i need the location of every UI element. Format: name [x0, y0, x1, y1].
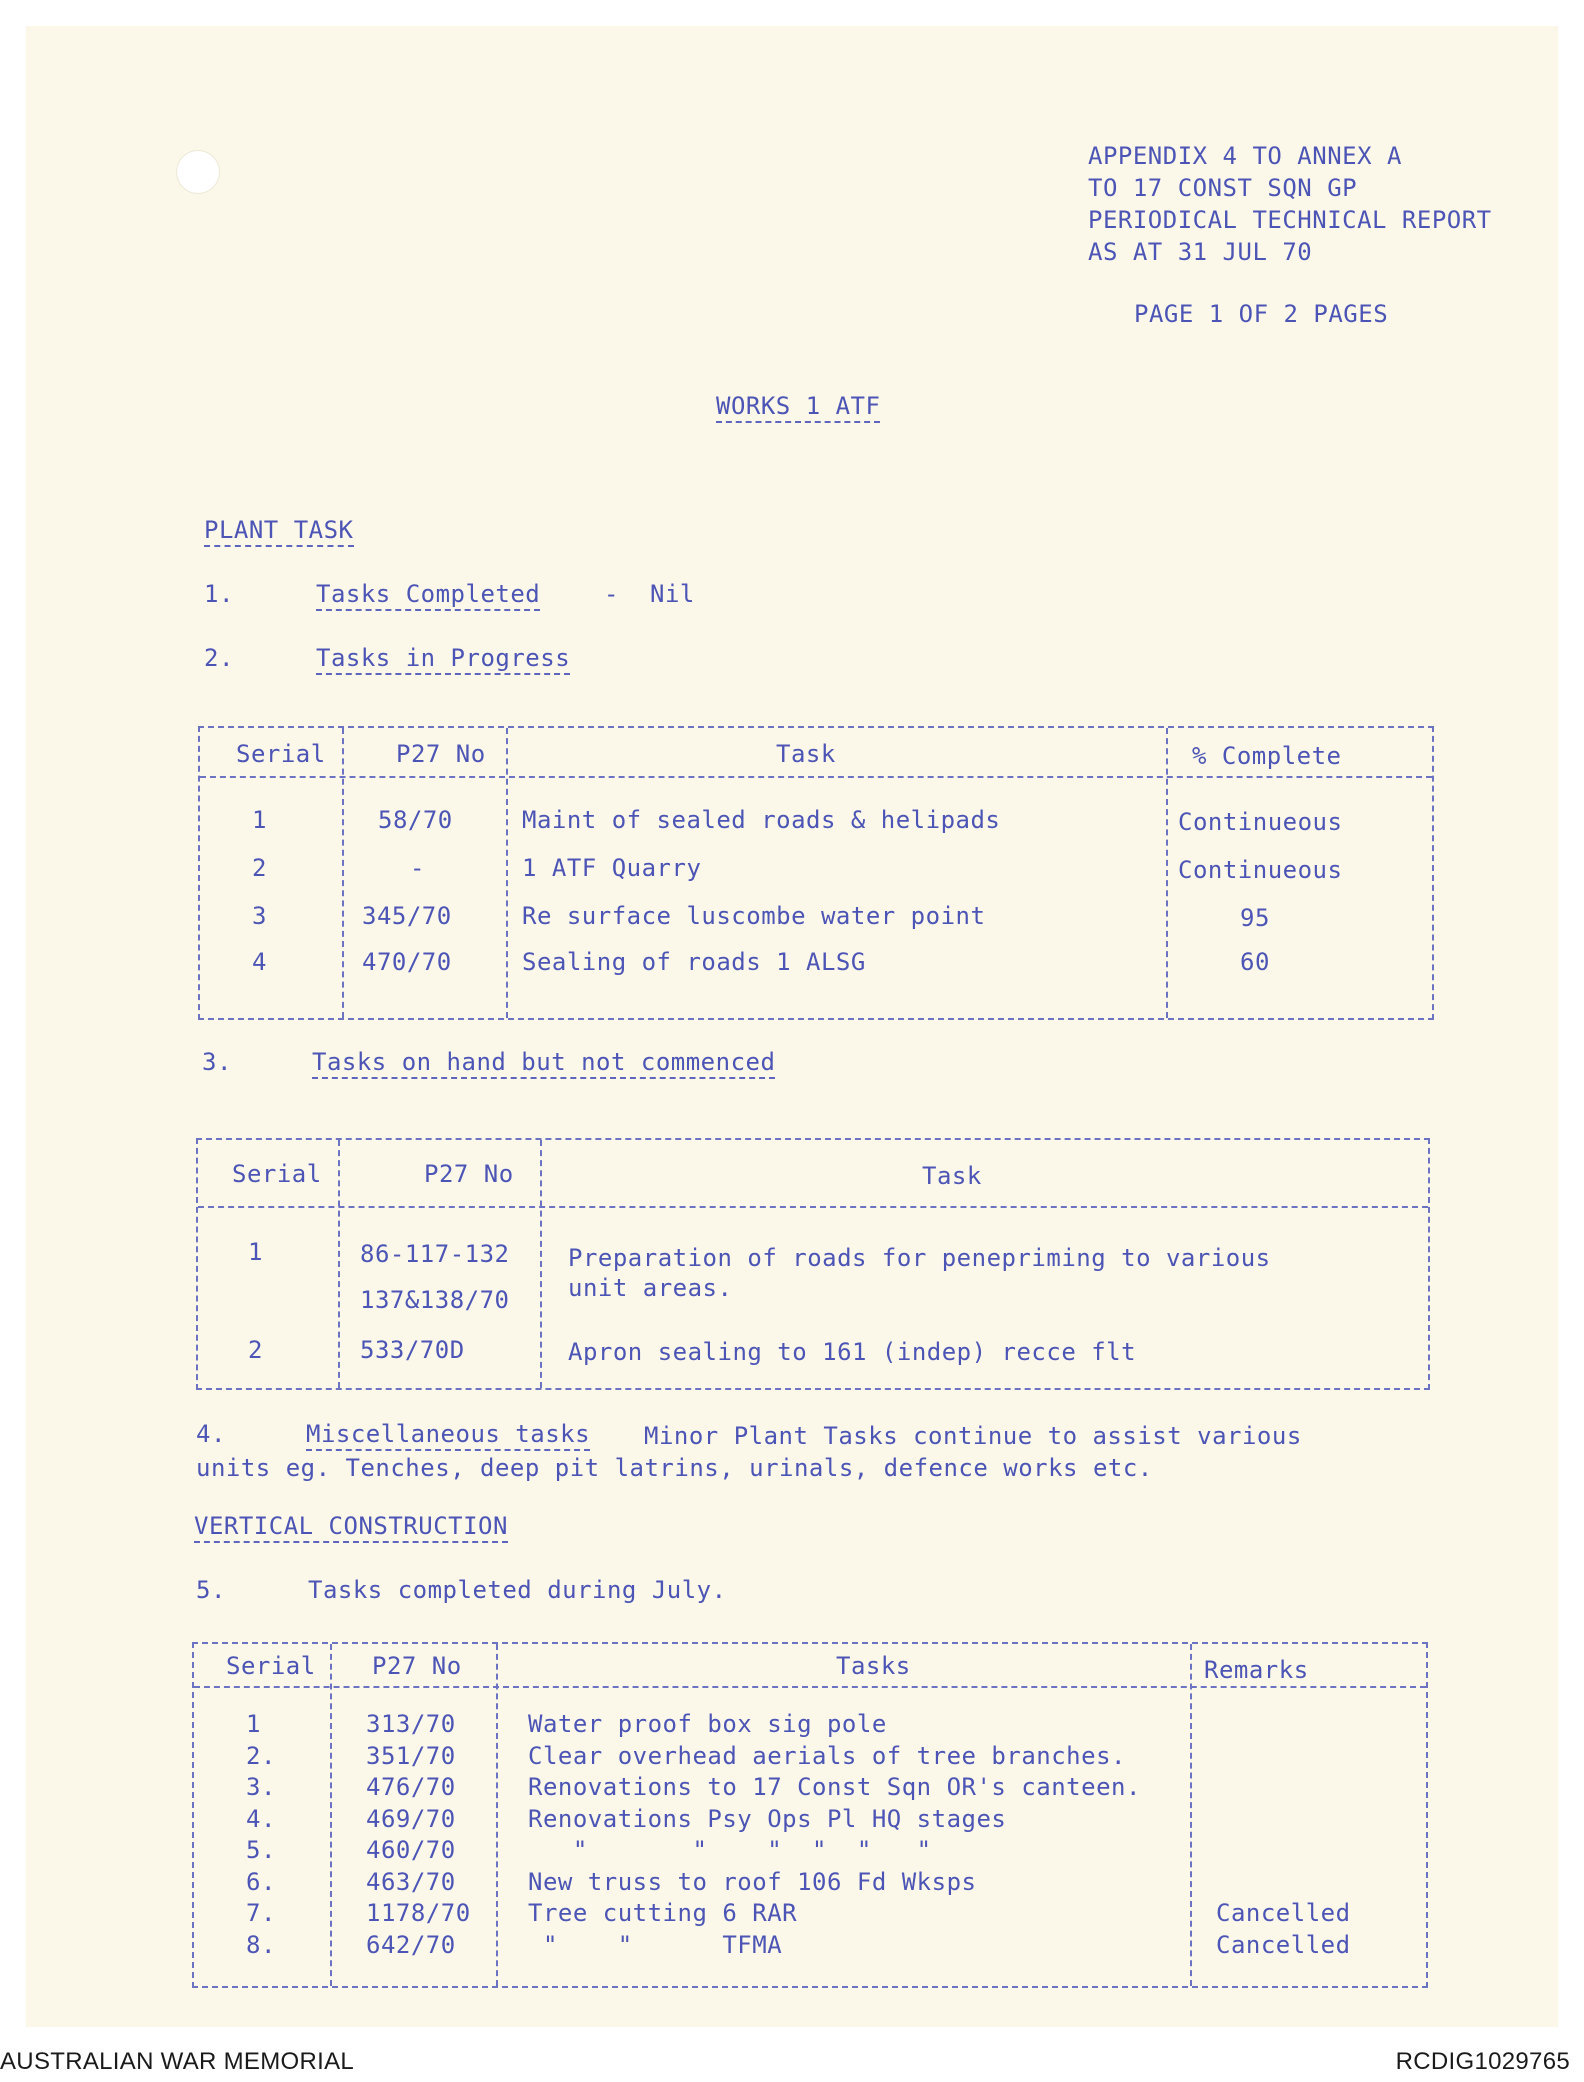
- table-cell: 137&138/70: [360, 1286, 510, 1314]
- table-divider: [506, 728, 508, 1018]
- section-heading-plant-task: PLANT TASK: [204, 516, 354, 547]
- table-cell: Clear overhead aerials of tree branches.: [528, 1741, 1126, 1770]
- column-header: Remarks: [1204, 1656, 1309, 1684]
- item-label: Tasks Completed: [316, 580, 540, 611]
- table-cell: 3.: [246, 1773, 276, 1801]
- table-cell: " " " " " ": [528, 1836, 932, 1864]
- item-number: 5.: [196, 1576, 226, 1604]
- table-cell: 6.: [246, 1867, 276, 1896]
- table-cell: 3: [252, 902, 267, 930]
- table-cell: Cancelled: [1216, 1899, 1351, 1927]
- table-cell: Maint of sealed roads & helipads: [522, 806, 1001, 834]
- table-divider: [1190, 1644, 1192, 1986]
- table-cell: 533/70D: [360, 1336, 465, 1364]
- table-cell: 642/70: [366, 1930, 456, 1959]
- item-number: 3.: [202, 1048, 232, 1076]
- table-cell: Continueous: [1178, 856, 1343, 884]
- table-cell: 4.: [246, 1804, 276, 1833]
- punch-hole: [176, 150, 220, 194]
- column-header: % Complete: [1192, 742, 1342, 770]
- table-cell: 313/70: [366, 1710, 456, 1738]
- table-cell: 463/70: [366, 1867, 456, 1896]
- table-cell: 2: [248, 1336, 263, 1364]
- table-cell: Cancelled: [1216, 1930, 1351, 1959]
- table-cell: 5.: [246, 1836, 276, 1864]
- header-line: AS AT 31 JUL 70: [1088, 238, 1313, 266]
- item-label: Tasks on hand but not commenced: [312, 1048, 775, 1079]
- column-header: Serial: [226, 1652, 316, 1680]
- table-cell: 351/70: [366, 1741, 456, 1770]
- table-cell: " " TFMA: [528, 1930, 783, 1959]
- table-cell: Continueous: [1178, 808, 1343, 836]
- item-label: Tasks completed during July.: [308, 1576, 727, 1604]
- table-divider: [330, 1644, 332, 1986]
- column-header: Serial: [232, 1160, 322, 1188]
- table-divider: [540, 1140, 542, 1388]
- table-cell: 60: [1240, 948, 1270, 976]
- item-label: Miscellaneous tasks: [306, 1420, 590, 1451]
- table-cell: 470/70: [362, 948, 452, 976]
- table-cell: 469/70: [366, 1804, 456, 1833]
- header-line: APPENDIX 4 TO ANNEX A: [1088, 142, 1402, 170]
- table-cell: Tree cutting 6 RAR: [528, 1899, 798, 1927]
- table-divider: [194, 1686, 1426, 1688]
- page-number: PAGE 1 OF 2 PAGES: [1134, 300, 1389, 328]
- table-cell: 2.: [246, 1741, 276, 1770]
- paragraph-text: Minor Plant Tasks continue to assist various: [644, 1422, 1302, 1450]
- table-cell: Apron sealing to 161 (indep) recce flt: [568, 1338, 1137, 1366]
- table-cell: New truss to roof 106 Fd Wksps: [528, 1867, 977, 1896]
- table-divider: [338, 1140, 340, 1388]
- item-number: 4.: [196, 1420, 226, 1448]
- item-number: 2.: [204, 644, 234, 672]
- table-cell: Renovations to 17 Const Sqn OR's canteen.: [528, 1773, 1141, 1801]
- column-header: Serial: [236, 740, 326, 768]
- header-line: PERIODICAL TECHNICAL REPORT: [1088, 206, 1492, 234]
- table-cell: 86-117-132: [360, 1240, 510, 1268]
- appendix-header: [1088, 140, 1492, 268]
- table-cell: 1: [252, 806, 267, 834]
- table-cell: unit areas.: [568, 1274, 733, 1302]
- tasks-in-progress-table: [198, 726, 1434, 1020]
- table-cell: Preparation of roads for penepriming to various: [568, 1244, 1271, 1272]
- table-divider: [1166, 728, 1168, 1018]
- tasks-not-commenced-table: [196, 1138, 1430, 1390]
- table-cell: 1 ATF Quarry: [522, 854, 702, 882]
- paragraph-text: units eg. Tenches, deep pit latrins, urinals, defence works etc.: [196, 1454, 1153, 1482]
- table-cell: 1: [248, 1238, 263, 1266]
- table-cell: Water proof box sig pole: [528, 1710, 887, 1738]
- item-dash: -: [604, 580, 619, 608]
- table-cell: Re surface luscombe water point: [522, 902, 986, 930]
- column-header: Tasks: [836, 1652, 911, 1680]
- column-header: P27 No: [372, 1652, 462, 1680]
- header-line: TO 17 CONST SQN GP: [1088, 174, 1358, 202]
- table-cell: 95: [1240, 904, 1270, 932]
- table-cell: -: [410, 854, 425, 882]
- table-cell: 1178/70: [366, 1899, 471, 1927]
- table-divider: [496, 1644, 498, 1986]
- column-header: Task: [922, 1162, 982, 1190]
- item-value: Nil: [650, 580, 695, 608]
- table-cell: 2: [252, 854, 267, 882]
- item-number: 1.: [204, 580, 234, 608]
- tasks-completed-july-table: [192, 1642, 1428, 1988]
- table-cell: 1: [246, 1710, 261, 1738]
- document-title: WORKS 1 ATF: [716, 392, 880, 423]
- table-cell: 460/70: [366, 1836, 456, 1864]
- table-divider: [200, 776, 1432, 778]
- table-cell: 4: [252, 948, 267, 976]
- table-cell: 58/70: [378, 806, 453, 834]
- table-divider: [198, 1206, 1428, 1208]
- table-divider: [342, 728, 344, 1018]
- column-header: Task: [776, 740, 836, 768]
- table-cell: 8.: [246, 1930, 276, 1959]
- item-label: Tasks in Progress: [316, 644, 570, 675]
- table-cell: Sealing of roads 1 ALSG: [522, 948, 866, 976]
- archive-reference: RCDIG1029765: [1395, 2048, 1570, 2075]
- column-header: P27 No: [424, 1160, 514, 1188]
- section-heading-vertical-construction: VERTICAL CONSTRUCTION: [194, 1512, 508, 1543]
- table-cell: 7.: [246, 1899, 276, 1927]
- table-cell: 476/70: [366, 1773, 456, 1801]
- column-header: P27 No: [396, 740, 486, 768]
- archive-credit: AUSTRALIAN WAR MEMORIAL: [0, 2048, 355, 2075]
- table-cell: 345/70: [362, 902, 452, 930]
- table-cell: Renovations Psy Ops Pl HQ stages: [528, 1804, 1007, 1833]
